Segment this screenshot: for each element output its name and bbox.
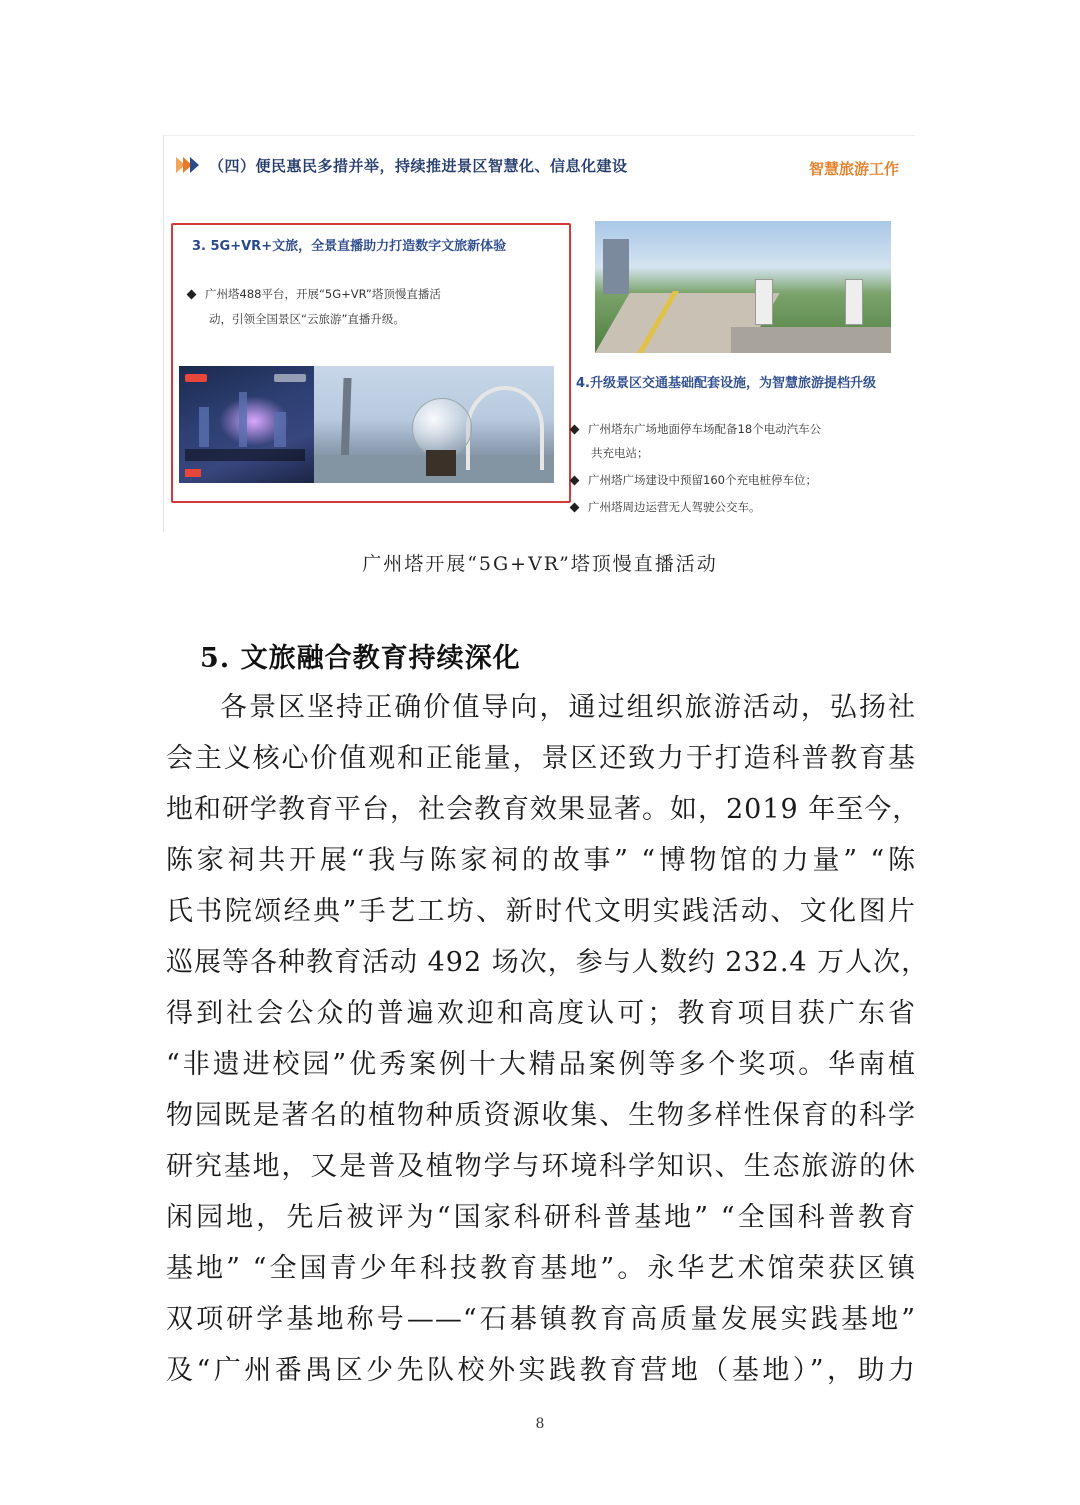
diamond-bullet-icon [570,425,580,435]
section4-bullet [571,494,761,520]
paragraph-line: 得到社会公众的普遍欢迎和高度认可；教育项目获广东省 [166,998,916,1029]
section3-title: 3. 5G+VR+文旅，全景直播助力打造数字文旅新体验 [192,239,507,254]
figure-caption: 广州塔开展“5G+VR”塔顶慢直播活动 [362,553,718,575]
paragraph-line: 物园既是著名的植物种质资源收集、生物多样性保育的科学 [166,1100,916,1131]
section-heading: 5. 文旅融合教育持续深化 [200,643,521,674]
livestream-screenshot-image [179,366,314,483]
slide-header [176,150,628,180]
paragraph-line: 氏书院颂经典”手艺工坊、新时代文明实践活动、文化图片 [166,896,916,927]
paragraph-line: 各景区坚持正确价值导向，通过组织旅游活动，弘扬社 [220,692,916,723]
paragraph-line: 双项研学基地称号——“石碁镇教育高质量发展实践基地” [166,1304,916,1335]
paragraph-line: 会主义核心价值观和正能量，景区还致力于打造科普教育基 [166,743,916,774]
bullet-text: 广州塔广场建设中预留160个充电桩停车位； [588,473,817,487]
paragraph-line: 地和研学教育平台，社会教育效果显著。如，2019 年至今， [166,794,921,825]
section3-bullet-cont: 动，引领全国景区“云旅游”直播升级。 [209,312,405,326]
section3-bullet [188,282,441,307]
paragraph-line: “非遗进校园”优秀案例十大精品案例等多个奖项。华南植 [166,1049,916,1080]
bullet-text: 广州塔周边运营无人驾驶公交车。 [588,500,761,514]
paragraph-line: 研究基地，又是普及植物学与环境科学知识、生态旅游的休 [166,1151,916,1182]
slide-tag: 智慧旅游工作 [808,160,899,178]
section4-bullet-cont: 共充电站； [591,446,649,460]
ev-charging-parking-image [595,221,891,353]
diamond-bullet-icon [570,476,580,486]
paragraph-line: 及“广州番禺区少先队校外实践教育营地（基地）”，助力 [166,1355,916,1386]
chevron-icon [190,157,199,173]
section4-title: 4.升级景区交通基础配套设施，为智慧旅游提档升级 [576,376,876,391]
bullet-text: 广州塔东广场地面停车场配备18个电动汽车公 [588,422,822,436]
slide-figure [163,135,915,532]
paragraph-line: 陈家祠共开展“我与陈家祠的故事” “博物馆的力量” “陈 [166,845,916,876]
diamond-bullet-icon [570,503,580,513]
section4-bullet [571,467,817,493]
slide-title: （四）便民惠民多措并举，持续推进景区智慧化、信息化建设 [209,156,628,175]
paragraph-line: 基地” “全国青少年科技教育基地”。永华艺术馆荣获区镇 [166,1253,916,1284]
paragraph-line: 巡展等各种教育活动 492 场次，参与人数约 232.4 万人次， [166,947,930,978]
canton-tower-camera-image [314,366,554,483]
section4-bullet [571,416,821,442]
bullet-text: 广州塔488平台，开展“5G+VR”塔顶慢直播活 [205,287,441,301]
paragraph-line: 闲园地，先后被评为“国家科研科普基地” “全国科普教育 [166,1202,916,1233]
page-number: 8 [535,1416,545,1432]
diamond-bullet-icon [187,290,197,300]
